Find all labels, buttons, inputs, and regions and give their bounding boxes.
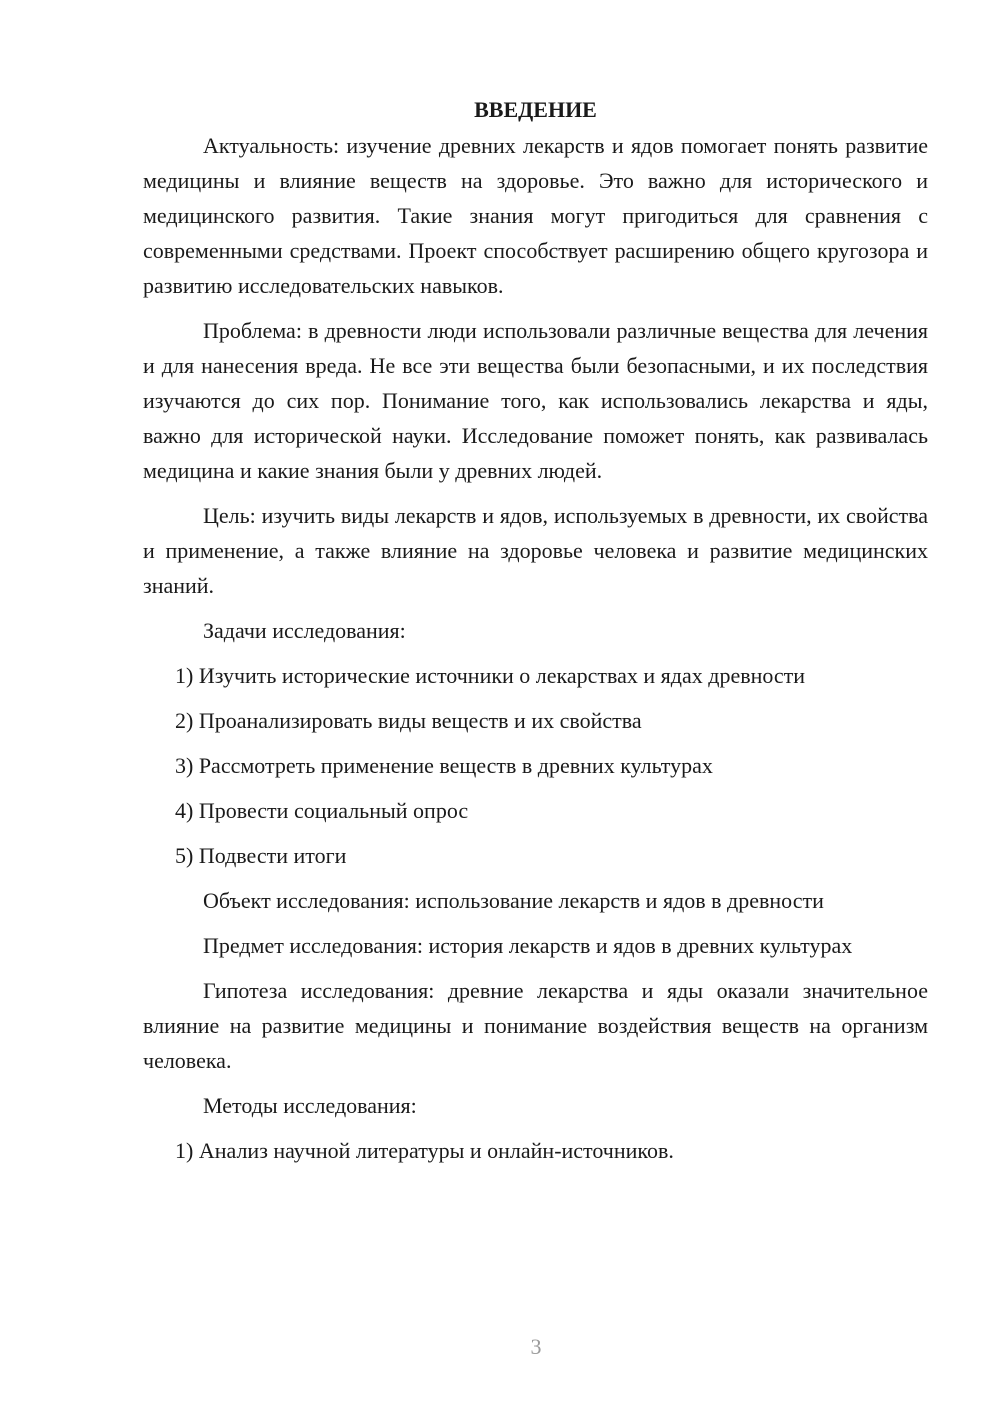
method-item-1: 1) Анализ научной литературы и онлайн-источников. bbox=[175, 1138, 674, 1163]
relevance-paragraph: Актуальность: изучение древних лекарств и ядов помогает понять развитие медицины и влияние веществ на здоровье. Это важно для исторического и медицинского развития. Такие знания могут пригодиться для сравнения с современными средствами. Проект способствует расширению общего кругозора и развитию исследовательских навыков. bbox=[143, 133, 928, 298]
task-item-4: 4) Провести социальный опрос bbox=[175, 798, 469, 823]
section-title: ВВЕДЕНИЕ bbox=[474, 97, 597, 122]
object-line: Объект исследования: использование лекарств и ядов в древности bbox=[203, 888, 824, 913]
page-content bbox=[143, 92, 928, 1178]
task-item-5: 5) Подвести итоги bbox=[175, 843, 347, 868]
hypothesis-paragraph: Гипотеза исследования: древние лекарства и яды оказали значительное влияние на развитие медицины и понимание воздействия веществ на организм человека. bbox=[143, 978, 928, 1073]
methods-heading: Методы исследования: bbox=[203, 1093, 417, 1118]
goal-paragraph: Цель: изучить виды лекарств и ядов, используемых в древности, их свойства и применение, а также влияние на здоровье человека и развитие медицинских знаний. bbox=[143, 503, 928, 598]
subject-paragraph: Предмет исследования: история лекарств и ядов в древних культурах bbox=[203, 933, 853, 958]
task-item-1: 1) Изучить исторические источники о лекарствах и ядах древности bbox=[175, 663, 806, 688]
task-item-2: 2) Проанализировать виды веществ и их свойства bbox=[175, 708, 642, 733]
problem-paragraph: Проблема: в древности люди использовали различные вещества для лечения и для нанесения вреда. Не все эти вещества были безопасными, и их последствия изучаются до сих пор. Понимание того, как использовались лекарства и яды, важно для исторической науки. Исследование поможет понять, как развивалась медицина и какие знания были у древних людей. bbox=[143, 318, 928, 483]
tasks-heading: Задачи исследования: bbox=[203, 618, 406, 643]
task-item-3: 3) Рассмотреть применение веществ в древних культурах bbox=[175, 753, 713, 778]
page-number: 3 bbox=[530, 1334, 542, 1359]
